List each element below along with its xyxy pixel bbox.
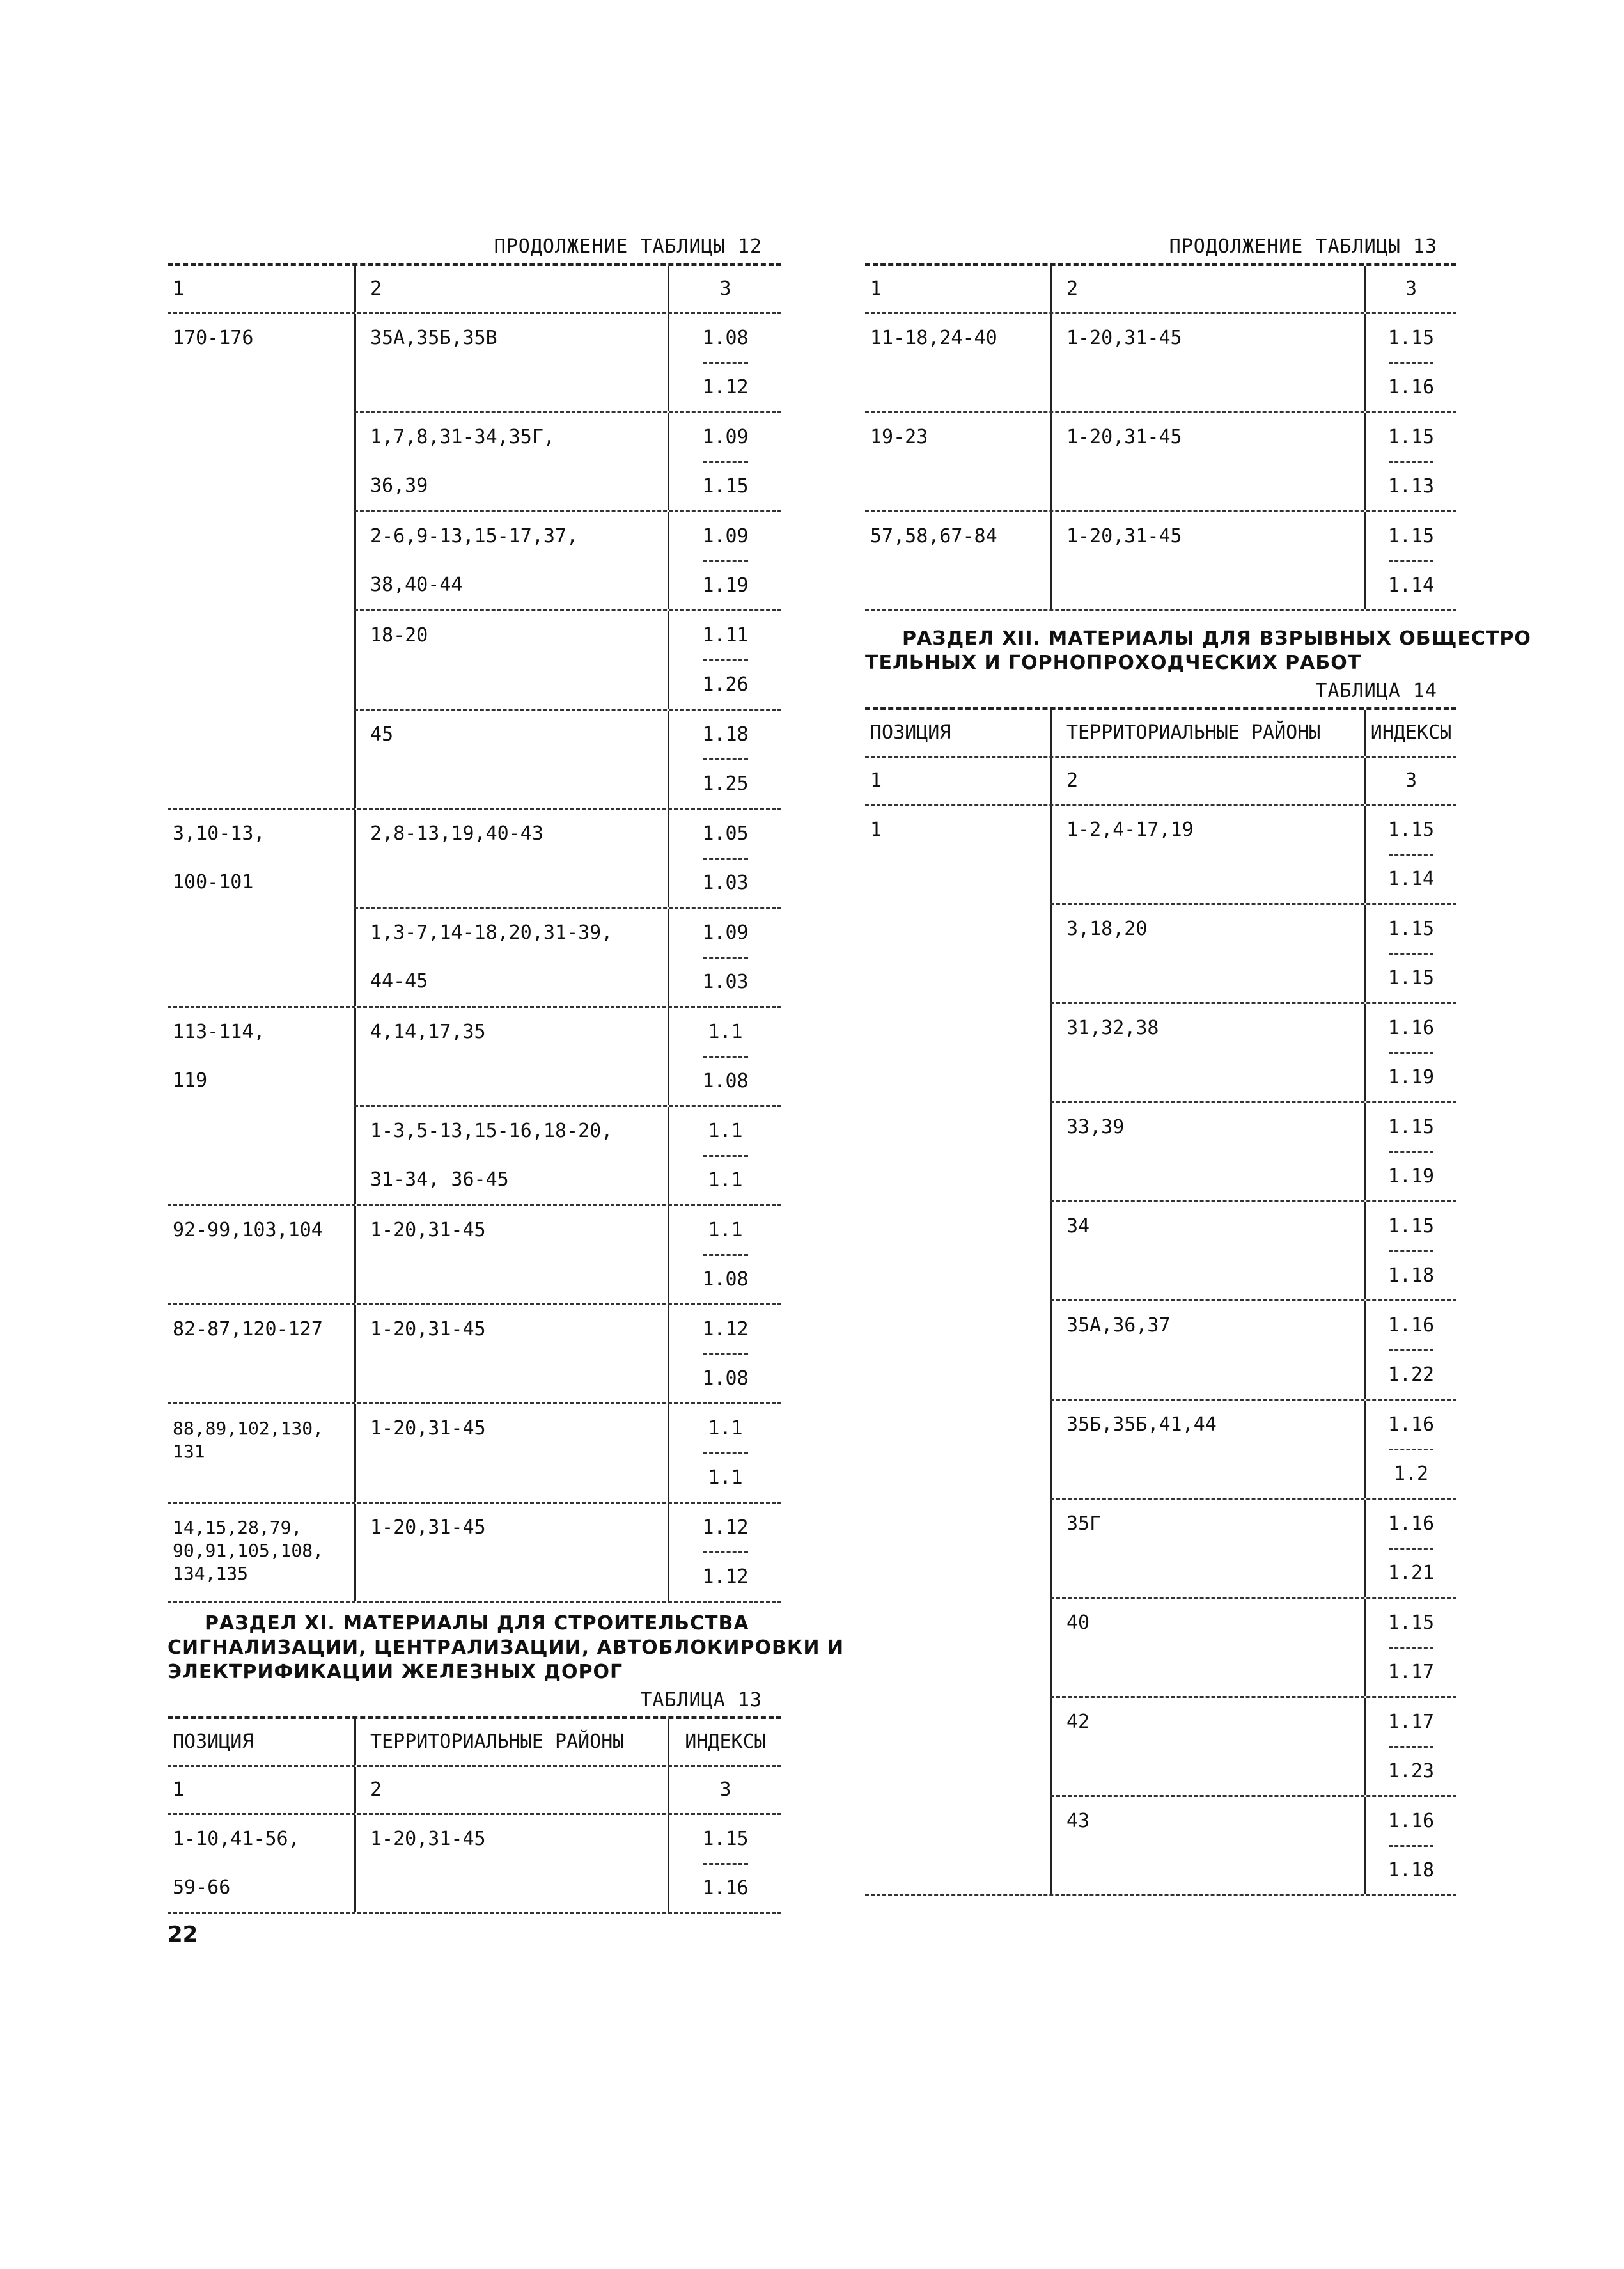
index-fraction [1366, 512, 1456, 604]
position-cell [168, 1008, 354, 1204]
index-fraction [1366, 1202, 1456, 1294]
fraction-bar [1389, 560, 1433, 562]
regions-cell [354, 1305, 668, 1402]
index-value: 1.16 [1387, 1314, 1435, 1337]
regions-value: 2-6,9-13,15-17,37, [370, 525, 579, 547]
regions-value [1066, 1747, 1364, 1795]
header-cell-1: 1 [870, 278, 882, 300]
position-value: 131 [173, 1441, 205, 1462]
index-value: 1.15 [1387, 1215, 1435, 1237]
regions-value: 38,40-44 [370, 574, 463, 596]
index-value: 1.2 [1393, 1463, 1429, 1485]
regions-cell [1050, 1797, 1364, 1894]
index-value: 1.25 [702, 773, 749, 795]
section-title-line: ЭЛЕКТРИФИКАЦИИ ЖЕЛЕЗНЫХ ДОРОГ [168, 1661, 623, 1683]
regions-cell [354, 1404, 668, 1502]
regions-value [1066, 1846, 1364, 1894]
index-value: 1.08 [702, 327, 749, 349]
header-cell-2: ТЕРРИТОРИАЛЬНЫЕ РАЙОНЫ [354, 1719, 668, 1765]
table-14-name: ТАБЛИЦА 14 [1315, 680, 1437, 702]
regions-value: 33,39 [1066, 1116, 1125, 1138]
regions-value: 18-20 [370, 624, 428, 647]
index-value: 1.14 [1387, 868, 1435, 890]
regions-cell [354, 909, 668, 1006]
index-cell [1364, 1599, 1456, 1696]
regions-value: 42 [1066, 1711, 1090, 1733]
regions-cell [354, 611, 668, 709]
index-cell [1364, 1698, 1456, 1795]
index-value: 1.19 [702, 574, 749, 597]
position-value: 82-87,120-127 [173, 1318, 323, 1340]
index-value: 1.18 [702, 723, 749, 746]
position-cell [168, 314, 354, 808]
fraction-bar [1389, 1052, 1433, 1054]
regions-value: 1,3-7,14-18,20,31-39, [370, 922, 613, 944]
index-cell [1364, 314, 1456, 411]
position-value: 92-99,103,104 [173, 1219, 323, 1241]
position-cell [865, 314, 1050, 411]
index-value: 1.12 [702, 1318, 749, 1340]
regions-cell [354, 711, 668, 808]
table-12-continued [168, 266, 781, 1603]
position-cell [168, 1815, 354, 1912]
index-value: 1.1 [708, 1219, 743, 1241]
index-value: 1.11 [702, 624, 749, 647]
position-value: 113-114, [173, 1021, 265, 1043]
index-value: 1.1 [708, 1169, 743, 1191]
regions-value [1066, 1053, 1364, 1101]
index-value: 1.08 [702, 1268, 749, 1291]
index-fraction [669, 512, 781, 604]
regions-cell [354, 1107, 668, 1204]
continuation-title: ПРОДОЛЖЕНИЕ ТАБЛИЦЫ 12 [494, 235, 762, 258]
index-value: 1.15 [1387, 918, 1435, 940]
regions-cell [1050, 1401, 1364, 1498]
regions-value: 1-2,4-17,19 [1066, 819, 1194, 841]
position-value: 119 [173, 1069, 208, 1092]
header-cell-1: ПОЗИЦИЯ [870, 721, 951, 744]
regions-value [370, 363, 668, 411]
index-cell [1364, 1202, 1456, 1299]
position-value: 134,135 [173, 1563, 249, 1584]
regions-value: 31-34, 36-45 [370, 1168, 509, 1191]
regions-cell [1050, 1202, 1364, 1299]
fraction-bar [1389, 1151, 1433, 1153]
regions-cell [354, 1008, 668, 1105]
row-separator [865, 1894, 1456, 1896]
regions-value [1066, 561, 1364, 609]
index-fraction [669, 413, 781, 505]
index-value: 1.15 [702, 475, 749, 498]
header-cell-3: 3 [668, 266, 781, 312]
section-title-line: РАЗДЕЛ XII. МАТЕРИАЛЫ ДЛЯ ВЗРЫВНЫХ ОБЩЕСТРО [902, 627, 1531, 650]
position-cell [168, 1305, 354, 1402]
index-cell [1364, 905, 1456, 1002]
index-cell [1364, 806, 1456, 903]
index-fraction [1366, 1698, 1456, 1790]
index-value: 1.16 [1387, 1810, 1435, 1832]
fraction-bar [703, 1056, 748, 1058]
section-xi-title [168, 1612, 845, 1684]
index-cell [668, 1815, 781, 1912]
regions-cell [354, 810, 668, 907]
fraction-bar [703, 1353, 748, 1355]
index-cell [1364, 413, 1456, 510]
header-cell-3: ИНДЕКСЫ [1364, 710, 1456, 756]
position-cell [865, 806, 1050, 1894]
regions-value [1066, 1251, 1364, 1299]
fraction-bar [1389, 854, 1433, 856]
position-value: 100-101 [173, 871, 254, 893]
regions-cell [1050, 806, 1364, 903]
regions-value: 34 [1066, 1215, 1090, 1237]
regions-value: 1-20,31-45 [370, 1516, 486, 1539]
index-value: 1.17 [1387, 1711, 1435, 1733]
index-value: 1.19 [1387, 1066, 1435, 1088]
index-value: 1.08 [702, 1070, 749, 1092]
index-value: 1.16 [1387, 1512, 1435, 1535]
index-value: 1.15 [1387, 1612, 1435, 1634]
position-value: 170-176 [173, 327, 254, 349]
index-fraction [1366, 1797, 1456, 1889]
regions-cell [354, 512, 668, 609]
header-cell-2: 2 [354, 266, 668, 312]
fraction-bar [1389, 461, 1433, 463]
index-cell [668, 1107, 781, 1204]
index-cell [1364, 1797, 1456, 1894]
fraction-bar [1389, 953, 1433, 955]
section-title-line: РАЗДЕЛ XI. МАТЕРИАЛЫ ДЛЯ СТРОИТЕЛЬСТВА [205, 1612, 749, 1635]
regions-value [370, 1552, 668, 1601]
index-value: 1.12 [702, 1566, 749, 1588]
header-cell-2: ТЕРРИТОРИАЛЬНЫЕ РАЙОНЫ [1050, 710, 1364, 756]
index-value: 1.03 [702, 872, 749, 894]
index-cell [668, 512, 781, 609]
index-value: 1.03 [702, 971, 749, 993]
regions-value: 2,8-13,19,40-43 [370, 822, 543, 845]
regions-value: 1-20,31-45 [370, 1219, 486, 1241]
fraction-bar [703, 1254, 748, 1256]
regions-value: 1-20,31-45 [370, 1417, 486, 1440]
position-value: 90,91,105,108, [173, 1540, 324, 1561]
index-value: 1.05 [702, 822, 749, 845]
regions-value: 44-45 [370, 970, 428, 993]
index-cell [1364, 1004, 1456, 1101]
index-fraction [669, 1107, 781, 1199]
regions-cell [1050, 1004, 1364, 1101]
index-fraction [669, 1504, 781, 1596]
continuation-title: ПРОДОЛЖЕНИЕ ТАБЛИЦЫ 13 [1169, 235, 1437, 258]
index-cell [1364, 512, 1456, 609]
index-cell [668, 1404, 781, 1502]
position-cell [168, 1504, 354, 1601]
header-cell-2: 2 [1050, 758, 1364, 804]
index-value: 1.09 [702, 426, 749, 448]
regions-cell [1050, 1103, 1364, 1200]
fraction-bar [1389, 1449, 1433, 1450]
header-cell-1: 1 [173, 1778, 185, 1801]
header-cell-2: 2 [354, 1767, 668, 1813]
fraction-bar [703, 1863, 748, 1865]
fraction-bar [703, 858, 748, 860]
regions-value [1066, 1449, 1364, 1498]
index-value: 1.14 [1387, 574, 1435, 597]
regions-cell [354, 1815, 668, 1912]
regions-value: 43 [1066, 1810, 1090, 1832]
regions-value [370, 660, 668, 709]
index-cell [668, 413, 781, 510]
index-value: 1.12 [702, 1516, 749, 1539]
index-value: 1.15 [1387, 525, 1435, 547]
header-cell-3: ИНДЕКСЫ [668, 1719, 781, 1765]
regions-value: 1-20,31-45 [370, 1318, 486, 1340]
regions-value: 1-3,5-13,15-16,18-20, [370, 1120, 613, 1142]
index-cell [668, 314, 781, 411]
index-value: 1.15 [1387, 819, 1435, 841]
fraction-bar [703, 957, 748, 959]
fraction-bar [703, 362, 748, 364]
regions-value [370, 1354, 668, 1402]
position-cell [168, 810, 354, 1006]
index-fraction [669, 1404, 781, 1496]
fraction-bar [1389, 1349, 1433, 1351]
regions-value: 45 [370, 723, 394, 746]
index-value: 1.08 [702, 1367, 749, 1390]
position-value: 1 [870, 819, 882, 841]
regions-value [370, 1056, 668, 1105]
regions-cell [354, 413, 668, 510]
index-value: 1.16 [1387, 376, 1435, 398]
index-cell [668, 1305, 781, 1402]
index-fraction [1366, 413, 1456, 505]
position-value: 1-10,41-56, [173, 1828, 300, 1850]
regions-value [1066, 854, 1364, 903]
index-value: 1.15 [1387, 426, 1435, 448]
regions-value: 1-20,31-45 [370, 1828, 486, 1850]
regions-cell [1050, 1599, 1364, 1696]
index-value: 1.09 [702, 922, 749, 944]
index-cell [1364, 1401, 1456, 1498]
index-value: 1.15 [1387, 1116, 1435, 1138]
regions-cell [1050, 1301, 1364, 1399]
fraction-bar [1389, 1647, 1433, 1649]
regions-value [1066, 1647, 1364, 1696]
position-value: 88,89,102,130, [173, 1418, 324, 1439]
index-cell [1364, 1301, 1456, 1399]
regions-value: 4,14,17,35 [370, 1021, 486, 1043]
index-value: 1.09 [702, 525, 749, 547]
index-value: 1.1 [708, 1021, 743, 1043]
position-cell [865, 413, 1050, 510]
position-value: 57,58,67-84 [870, 525, 997, 547]
position-value: 14,15,28,79, [173, 1517, 302, 1538]
index-value: 1.19 [1387, 1165, 1435, 1188]
fraction-bar [1389, 362, 1433, 364]
right-column [865, 230, 1531, 1896]
index-fraction [669, 909, 781, 1001]
regions-value: 1-20,31-45 [1066, 426, 1182, 448]
fraction-bar [1389, 1250, 1433, 1252]
index-value: 1.21 [1387, 1562, 1435, 1584]
regions-cell [354, 314, 668, 411]
index-fraction [1366, 1599, 1456, 1691]
regions-value [370, 858, 668, 907]
table-13-continued [865, 266, 1456, 611]
index-fraction [1366, 314, 1456, 406]
index-value: 1.26 [702, 673, 749, 696]
regions-value: 1-20,31-45 [1066, 327, 1182, 349]
index-fraction [1366, 905, 1456, 997]
regions-value [370, 1453, 668, 1502]
regions-value: 31,32,38 [1066, 1017, 1159, 1039]
index-value: 1.18 [1387, 1264, 1435, 1287]
regions-value [370, 759, 668, 808]
index-cell [668, 711, 781, 808]
index-fraction [669, 810, 781, 902]
position-value: 3,10-13, [173, 822, 265, 845]
index-fraction [1366, 1004, 1456, 1096]
table-13-name: ТАБЛИЦА 13 [640, 1689, 762, 1711]
section-title-line: ТЕЛЬНЫХ И ГОРНОПРОХОДЧЕСКИХ РАБОТ [865, 652, 1362, 674]
index-value: 1.18 [1387, 1859, 1435, 1881]
regions-value [1066, 954, 1364, 1002]
page-number: 22 [168, 1922, 198, 1947]
position-value: 59-66 [173, 1876, 231, 1899]
table-14 [865, 710, 1456, 1896]
regions-cell [1050, 905, 1364, 1002]
fraction-bar [703, 1551, 748, 1553]
section-title-line: СИГНАЛИЗАЦИИ, ЦЕНТРАЛИЗАЦИИ, АВТОБЛОКИРОВКИ И [168, 1637, 845, 1659]
fraction-bar [703, 461, 748, 463]
position-cell [865, 512, 1050, 609]
index-value: 1.22 [1387, 1363, 1435, 1386]
index-cell [668, 909, 781, 1006]
position-cell [168, 1404, 354, 1502]
regions-cell [354, 1504, 668, 1601]
position-value: 11-18,24-40 [870, 327, 997, 349]
left-column [168, 230, 845, 1914]
index-value: 1.13 [1387, 475, 1435, 498]
index-value: 1.1 [708, 1417, 743, 1440]
regions-value [370, 1255, 668, 1303]
fraction-bar [703, 1155, 748, 1157]
fraction-bar [703, 659, 748, 661]
index-value: 1.12 [702, 376, 749, 398]
row-separator [168, 1912, 781, 1914]
index-fraction [1366, 1401, 1456, 1493]
index-value: 1.15 [1387, 967, 1435, 989]
regions-cell [354, 1206, 668, 1303]
section-xii-title [865, 627, 1531, 675]
index-value: 1.17 [1387, 1661, 1435, 1683]
header-cell-3: 3 [1364, 266, 1456, 312]
index-fraction [1366, 1500, 1456, 1592]
index-value: 1.23 [1387, 1760, 1435, 1782]
header-cell-3: 3 [668, 1767, 781, 1813]
regions-value [1066, 1152, 1364, 1200]
regions-value: 35Б,35Б,41,44 [1066, 1413, 1217, 1436]
header-cell-1: 1 [173, 278, 185, 300]
regions-value: 1-20,31-45 [1066, 525, 1182, 547]
index-value: 1.16 [1387, 1017, 1435, 1039]
index-fraction [669, 1815, 781, 1907]
regions-value [370, 1864, 668, 1912]
index-fraction [669, 611, 781, 703]
index-value: 1.16 [1387, 1413, 1435, 1436]
index-fraction [669, 1206, 781, 1298]
index-value: 1.1 [708, 1466, 743, 1489]
regions-cell [1050, 1698, 1364, 1795]
row-separator [865, 609, 1456, 611]
fraction-bar [1389, 1845, 1433, 1847]
regions-value [1066, 363, 1364, 411]
index-fraction [1366, 1301, 1456, 1394]
regions-cell [1050, 314, 1364, 411]
regions-value: 3,18,20 [1066, 918, 1148, 940]
index-cell [1364, 1500, 1456, 1597]
fraction-bar [703, 758, 748, 760]
regions-value [1066, 1548, 1364, 1597]
header-cell-1: 1 [870, 769, 882, 792]
regions-cell [1050, 1500, 1364, 1597]
index-value: 1.15 [702, 1828, 749, 1850]
table-13 [168, 1719, 781, 1914]
position-cell [168, 1206, 354, 1303]
regions-value: 40 [1066, 1612, 1090, 1634]
index-cell [668, 1008, 781, 1105]
index-cell [668, 810, 781, 907]
header-cell-2: 2 [1050, 266, 1364, 312]
index-fraction [1366, 806, 1456, 898]
fraction-bar [703, 560, 748, 562]
regions-value [1066, 462, 1364, 510]
index-fraction [1366, 1103, 1456, 1195]
regions-cell [1050, 512, 1364, 609]
index-cell [668, 611, 781, 709]
regions-value: 1,7,8,31-34,35Г, [370, 426, 555, 448]
index-value: 1.16 [702, 1877, 749, 1899]
index-fraction [669, 1305, 781, 1397]
regions-value [1066, 1350, 1364, 1399]
index-cell [1364, 1103, 1456, 1200]
index-fraction [669, 711, 781, 803]
fraction-bar [703, 1452, 748, 1454]
row-separator [168, 1601, 781, 1603]
header-cell-1: ПОЗИЦИЯ [173, 1731, 254, 1753]
index-fraction [669, 1008, 781, 1100]
index-value: 1.15 [1387, 327, 1435, 349]
position-value: 19-23 [870, 426, 928, 448]
index-fraction [669, 314, 781, 406]
regions-value: 35А,36,37 [1066, 1314, 1171, 1337]
index-cell [668, 1206, 781, 1303]
regions-cell [1050, 413, 1364, 510]
index-value: 1.1 [708, 1120, 743, 1142]
fraction-bar [1389, 1548, 1433, 1550]
fraction-bar [1389, 1746, 1433, 1748]
regions-value: 35Г [1066, 1512, 1102, 1535]
index-cell [668, 1504, 781, 1601]
regions-value: 36,39 [370, 475, 428, 497]
regions-value: 35А,35Б,35В [370, 327, 497, 349]
header-cell-3: 3 [1364, 758, 1456, 804]
